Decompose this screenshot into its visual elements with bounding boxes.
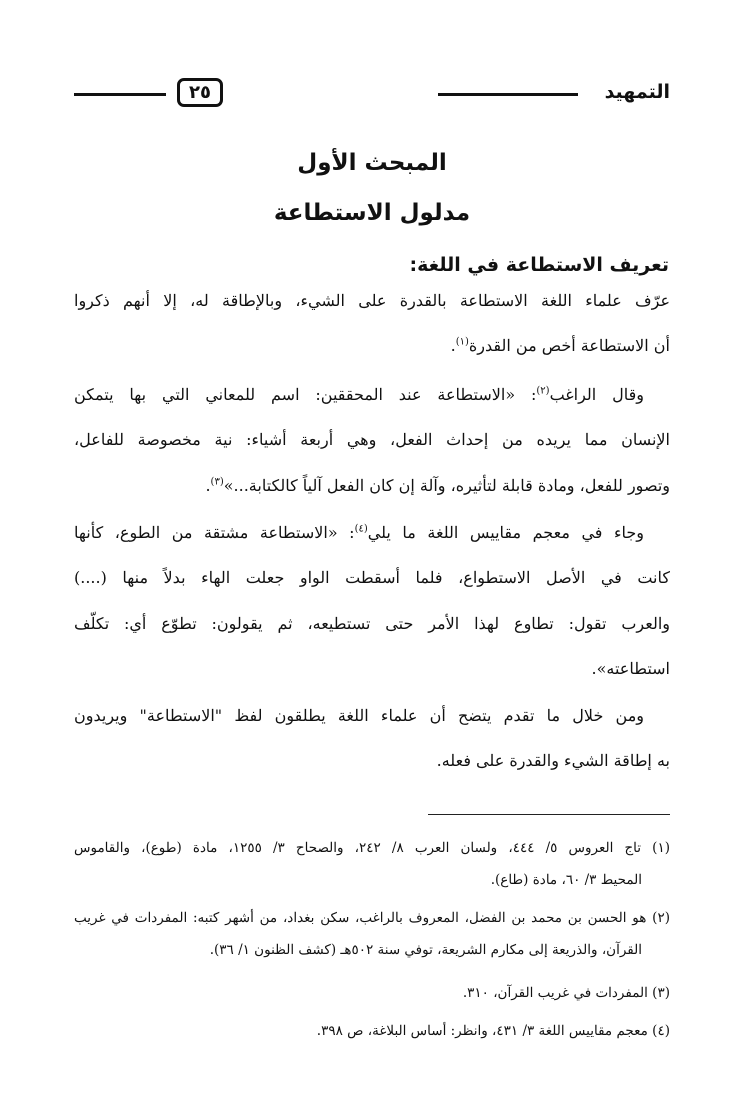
footnote-marker: (٣) (210, 476, 224, 488)
running-header (74, 78, 670, 114)
section-heading: المبحث الأول (297, 150, 447, 176)
body-line: به إطاقة الشيء والقدرة على فعله. (436, 751, 670, 770)
footnote-1: (١) تاج العروس ٥/ ٤٤٤، ولسان العرب ٨/ ٢٤٢، والصحاح ٣/ ١٢٥٥، مادة (طوع)، والقاموس (74, 840, 670, 856)
body-text: . (205, 476, 211, 495)
footnote-3: (٣) المفردات في غريب القرآن، ٣١٠. (462, 985, 670, 1001)
body-line (74, 331, 670, 361)
body-line (74, 518, 670, 548)
body-text: وجاء في معجم مقاييس اللغة ما يلي (367, 523, 644, 542)
footnote-4: (٤) معجم مقاييس اللغة ٣/ ٤٣١، وانظر: أساس البلاغة، ص ٣٩٨. (316, 1023, 670, 1039)
body-line: استطاعته». (591, 659, 670, 678)
body-text: : «الاستطاعة مشتقة من الطوع، كأنها (74, 523, 355, 542)
body-text: وقال الراغب (549, 385, 644, 404)
footnote-marker: (٤) (354, 523, 368, 535)
body-line: ومن خلال ما تقدم يتضح أن علماء اللغة يطلقون لفظ "الاستطاعة" ويريدون (74, 706, 644, 725)
header-title: التمهيد (604, 81, 670, 103)
body-text: . (450, 336, 456, 355)
header-rule (74, 93, 166, 96)
body-text: وتصور للفعل، ومادة قابلة لتأثيره، وآلة إن كان الفعل آلياً كالكتابة...» (223, 476, 670, 495)
header-rule (438, 93, 578, 96)
body-line: الإنسان مما يريده من إحداث الفعل، وهي أربعة أشياء: نية مخصوصة للفاعل، (74, 430, 670, 449)
body-line: والعرب تقول: تطاوع لهذا الأمر حتى تستطيعه، ثم يقولون: تطوّع أي: تكلّف (74, 614, 670, 633)
footnote-marker: (١) (455, 336, 469, 348)
footnote-2-continued: القرآن، والذريعة إلى مكارم الشريعة، توفي سنة ٥٠٢هـ (كشف الظنون ١/ ٣٦). (209, 942, 642, 958)
body-line: عرّف علماء اللغة الاستطاعة بالقدرة على الشيء، وبالإطاقة له، إلا أنهم ذكروا (74, 291, 670, 310)
body-line (74, 380, 670, 410)
footnote-2: (٢) هو الحسن بن محمد بن الفضل، المعروف بالراغب، سكن بغداد، من أشهر كتبه: المفردات في غريب (74, 910, 670, 926)
footnote-1-continued: المحيط ٣/ ٦٠، مادة (طاع). (490, 872, 642, 888)
body-text: : «الاستطاعة عند المحققين: اسم للمعاني التي بها يتمكن (74, 385, 537, 404)
body-text: أن الاستطاعة أخص من القدرة (468, 336, 670, 355)
page-number: ٢٥ (177, 78, 223, 107)
topic-heading: مدلول الاستطاعة (273, 200, 471, 226)
footnote-marker: (٢) (536, 385, 550, 397)
body-line: كانت في الأصل الاستطواع، فلما أسقطت الواو جعلت الهاء بدلاً منها (....) (74, 568, 670, 587)
footnote-separator (428, 814, 670, 815)
body-line (74, 471, 670, 501)
sub-heading: تعريف الاستطاعة في اللغة: (409, 254, 669, 276)
